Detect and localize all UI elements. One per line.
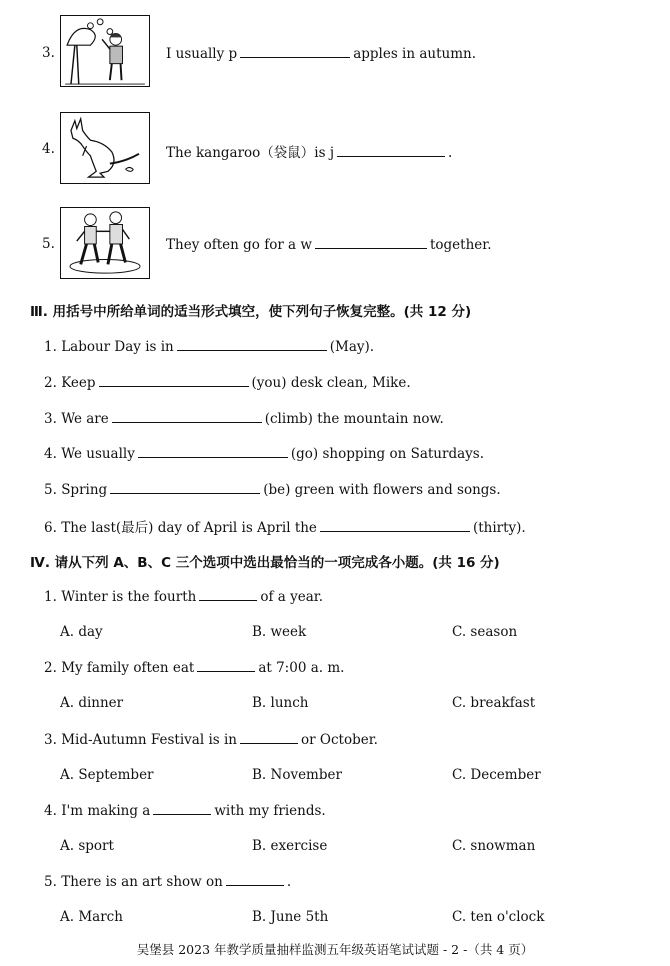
sentence-start: I usually p (166, 46, 238, 62)
picture-item-sentence (166, 236, 492, 253)
sentence-end: apples in autumn. (353, 46, 476, 62)
item-text: Winter is the fourth (61, 589, 197, 605)
option-b[interactable]: B. week (252, 624, 307, 640)
option-c[interactable]: C. December (452, 767, 541, 783)
item-text-end: green with flowers and songs. (294, 482, 501, 498)
answer-blank[interactable] (240, 45, 350, 58)
picture-item-sentence (166, 45, 476, 62)
option-b[interactable]: B. lunch (252, 695, 309, 711)
item-number: 5. (44, 874, 57, 890)
item-text-end: . (369, 339, 375, 355)
answer-blank[interactable] (110, 481, 260, 494)
answer-blank[interactable] (153, 802, 211, 815)
item-text-end: or October. (301, 732, 378, 748)
item-hint: (May) (329, 339, 370, 355)
option-c[interactable]: C. snowman (452, 838, 536, 854)
option-a[interactable]: A. sport (60, 838, 114, 854)
item-text-end: . (286, 874, 292, 890)
answer-blank[interactable] (199, 588, 257, 601)
picture-item-number: 3. (42, 45, 55, 61)
option-a[interactable]: A. day (60, 624, 103, 640)
choice-question (44, 873, 291, 890)
answer-blank[interactable] (99, 374, 249, 387)
item-number: 6. (44, 520, 57, 536)
item-text-end: of a year. (260, 589, 324, 605)
option-c[interactable]: C. season (452, 624, 518, 640)
sentence-end: . (448, 145, 453, 161)
kangaroo-picture (60, 112, 150, 184)
item-number: 4. (44, 803, 57, 819)
fill-item (44, 338, 374, 355)
item-hint: (be) (263, 482, 291, 498)
item-hint: (climb) (264, 411, 313, 427)
two-people-walking-icon (61, 208, 149, 278)
item-text-end: . (521, 520, 526, 536)
item-number: 3. (44, 732, 57, 748)
item-number: 2. (44, 375, 57, 391)
kangaroo-icon (61, 113, 149, 183)
item-text: We usually (61, 446, 135, 462)
item-hint: (thirty) (472, 520, 522, 536)
option-c[interactable]: C. breakfast (452, 695, 536, 711)
sentence-start: The kangaroo（袋鼠）is j (166, 145, 335, 161)
item-text: My family often eat (61, 660, 195, 676)
option-b[interactable]: B. June 5th (252, 909, 329, 925)
fill-item (44, 516, 526, 536)
item-text: I'm making a (61, 803, 151, 819)
item-number: 1. (44, 339, 57, 355)
picture-item-sentence (166, 141, 452, 161)
item-number: 5. (44, 482, 57, 498)
apple-picking-picture (60, 15, 150, 87)
answer-blank[interactable] (320, 519, 470, 532)
answer-blank[interactable] (112, 410, 262, 423)
picture-item-number: 4. (42, 141, 55, 157)
choice-question (44, 731, 378, 748)
fill-item (44, 445, 484, 462)
item-text: Spring (61, 482, 108, 498)
answer-blank[interactable] (197, 659, 255, 672)
choice-question (44, 802, 326, 819)
option-c[interactable]: C. ten o'clock (452, 909, 545, 925)
option-a[interactable]: A. September (60, 767, 154, 783)
item-number: 3. (44, 411, 57, 427)
answer-blank[interactable] (226, 873, 284, 886)
option-a[interactable]: A. dinner (60, 695, 124, 711)
item-text: Mid-Autumn Festival is in (61, 732, 238, 748)
item-text: Labour Day is in (61, 339, 174, 355)
option-a[interactable]: A. March (60, 909, 123, 925)
walking-picture (60, 207, 150, 279)
item-text-end: with my friends. (214, 803, 326, 819)
section-4-title: Ⅳ. 请从下列 A、B、C 三个选项中选出最恰当的一项完成各小题。(共 16 分) (30, 555, 500, 571)
fill-item (44, 410, 444, 427)
answer-blank[interactable] (138, 445, 288, 458)
sentence-start: They often go for a w (166, 237, 312, 253)
choice-question (44, 659, 344, 676)
item-number: 1. (44, 589, 57, 605)
answer-blank[interactable] (337, 144, 445, 157)
item-number: 4. (44, 446, 57, 462)
fill-item (44, 374, 411, 391)
item-text: We are (61, 411, 109, 427)
item-hint: (you) (251, 375, 287, 391)
picture-item-number: 5. (42, 236, 55, 252)
option-b[interactable]: B. exercise (252, 838, 328, 854)
sentence-end: together. (429, 237, 492, 253)
option-b[interactable]: B. November (252, 767, 342, 783)
page-footer: 吴堡县 2023 年教学质量抽样监测五年级英语笔试试题 - 2 -（共 4 页） (136, 942, 534, 957)
item-text-end: shopping on Saturdays. (322, 446, 484, 462)
item-text: Keep (61, 375, 96, 391)
section-3-title: Ⅲ. 用括号中所给单词的适当形式填空，使下列句子恢复完整。(共 12 分) (30, 304, 472, 320)
item-text-end: desk clean, Mike. (290, 375, 411, 391)
apple-tree-boy-icon (61, 16, 149, 86)
fill-item (44, 481, 501, 498)
item-text-end: the mountain now. (317, 411, 444, 427)
answer-blank[interactable] (240, 731, 298, 744)
item-text-end: at 7:00 a. m. (258, 660, 345, 676)
item-text: The last(最后) day of April is April the (61, 520, 317, 536)
item-hint: (go) (290, 446, 319, 462)
choice-question (44, 588, 323, 605)
item-text: There is an art show on (61, 874, 223, 890)
answer-blank[interactable] (315, 236, 427, 249)
answer-blank[interactable] (177, 338, 327, 351)
item-number: 2. (44, 660, 57, 676)
